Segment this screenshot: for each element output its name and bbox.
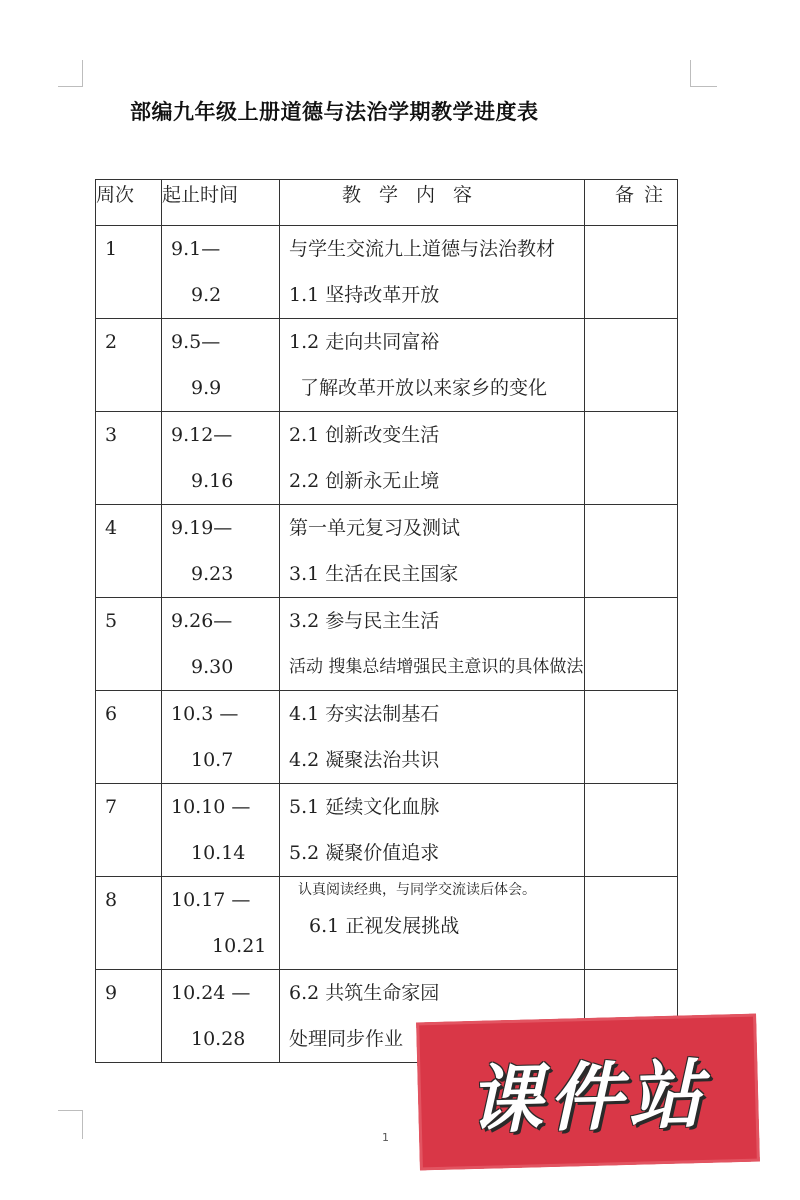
content-line: 1.2 走向共同富裕	[289, 331, 440, 353]
week-number: 8	[105, 889, 118, 911]
page-title: 部编九年级上册道德与法治学期教学进度表	[130, 99, 539, 124]
note-cell	[585, 226, 678, 319]
start-date: 9.26—	[171, 610, 233, 632]
week-number: 9	[105, 982, 118, 1004]
content-line: 处理同步作业	[289, 1028, 404, 1050]
content-line: 2.2 创新永无止境	[289, 470, 440, 492]
end-date: 9.16	[191, 470, 234, 492]
page-number: 1	[382, 1131, 389, 1144]
note-cell	[585, 598, 678, 691]
table-row	[96, 598, 678, 691]
table-row	[96, 412, 678, 505]
note-cell	[585, 505, 678, 598]
start-date: 10.17 —	[171, 889, 251, 911]
watermark-text: 课件站	[467, 1051, 710, 1145]
week-number: 4	[105, 517, 118, 539]
header-week: 周次	[96, 180, 162, 226]
week-number: 6	[105, 703, 118, 725]
start-date: 9.19—	[171, 517, 233, 539]
table-row	[96, 319, 678, 412]
content-line: 1.1 坚持改革开放	[289, 284, 440, 306]
note-cell	[585, 319, 678, 412]
content-line: 6.2 共筑生命家园	[289, 982, 440, 1004]
table-row	[96, 691, 678, 784]
end-date: 10.7	[191, 749, 234, 771]
week-number: 5	[105, 610, 118, 632]
content-line: 认真阅读经典，与同学交流读后体会。	[298, 882, 536, 898]
content-line: 第一单元复习及测试	[289, 517, 461, 539]
start-date: 9.1—	[171, 238, 221, 260]
end-date: 10.28	[191, 1028, 246, 1050]
end-date: 10.14	[191, 842, 246, 864]
content-line: 5.1 延续文化血脉	[289, 796, 440, 818]
content-line: 2.1 创新改变生活	[289, 424, 440, 446]
content-line: 活动 搜集总结增强民主意识的具体做法	[289, 657, 584, 677]
content-line: 5.2 凝聚价值追求	[289, 842, 440, 864]
content-line: 4.2 凝聚法治共识	[289, 749, 440, 771]
crop-mark-top-right	[690, 60, 717, 87]
start-date: 9.5—	[171, 331, 221, 353]
end-date: 9.23	[191, 563, 234, 585]
note-cell	[585, 784, 678, 877]
table-header-row	[96, 180, 678, 226]
header-content: 教学内容	[280, 180, 585, 226]
table-row	[96, 505, 678, 598]
end-date: 9.9	[191, 377, 222, 399]
header-note: 备注	[585, 180, 678, 226]
content-line: 了解改革开放以来家乡的变化	[300, 377, 548, 399]
content-line: 3.1 生活在民主国家	[289, 563, 459, 585]
note-cell	[585, 691, 678, 784]
content-line: 3.2 参与民主生活	[289, 610, 440, 632]
header-dates: 起止时间	[162, 180, 280, 226]
end-date: 9.30	[191, 656, 234, 678]
week-number: 7	[105, 796, 118, 818]
content-line: 6.1 正视发展挑战	[309, 915, 460, 937]
crop-mark-bottom-left	[58, 1110, 83, 1139]
start-date: 9.12—	[171, 424, 233, 446]
note-cell	[585, 412, 678, 505]
content-line: 4.1 夯实法制基石	[289, 703, 440, 725]
watermark-stamp	[416, 1014, 760, 1171]
content-line: 与学生交流九上道德与法治教材	[289, 238, 556, 260]
end-date: 9.2	[191, 284, 222, 306]
table-row	[96, 784, 678, 877]
week-number: 1	[105, 238, 118, 260]
week-number: 2	[105, 331, 118, 353]
start-date: 10.10 —	[171, 796, 251, 818]
crop-mark-top-left	[58, 60, 83, 87]
table-row	[96, 877, 678, 970]
start-date: 10.24 —	[171, 982, 251, 1004]
start-date: 10.3 —	[171, 703, 239, 725]
end-date: 10.21	[212, 935, 267, 957]
table-row	[96, 226, 678, 319]
week-number: 3	[105, 424, 118, 446]
schedule-table	[95, 179, 678, 1063]
note-cell	[585, 877, 678, 970]
